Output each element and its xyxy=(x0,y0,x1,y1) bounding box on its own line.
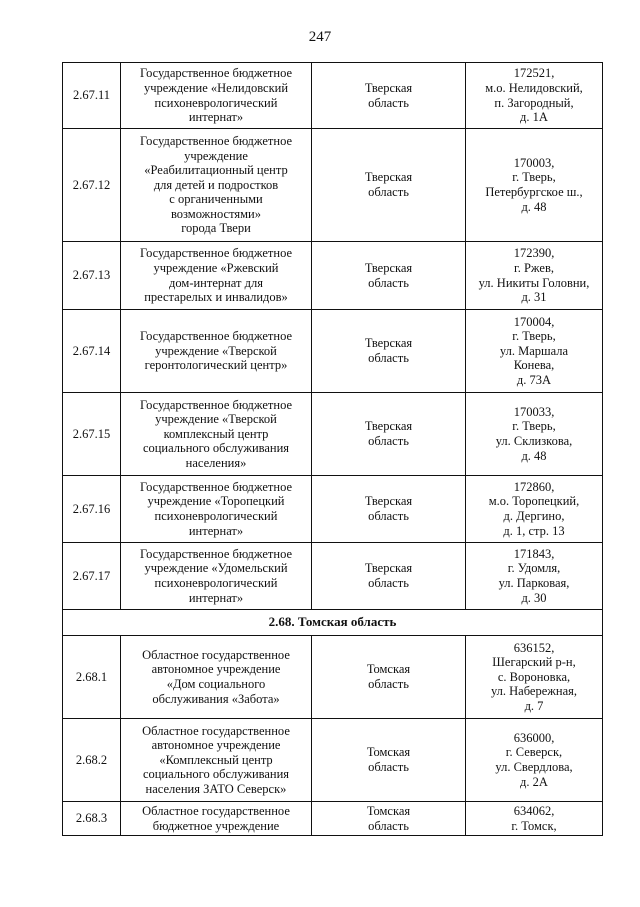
row-number: 2.67.16 xyxy=(63,476,121,543)
institution-name: Государственное бюджетное учреждение «Нелидовский психоневрологический интернат» xyxy=(121,63,312,129)
section-header-row xyxy=(63,610,603,636)
institution-name: Государственное бюджетное учреждение «Ржевский дом-интернат для престарелых и инвалидов» xyxy=(121,242,312,310)
row-number: 2.68.1 xyxy=(63,636,121,719)
table-row xyxy=(63,129,603,242)
region: Тверская область xyxy=(312,63,466,129)
institution-name: Государственное бюджетное учреждение «Реабилитационный центр для детей и подростков с органиченными возможностями» города Твери xyxy=(121,129,312,242)
region: Томская область xyxy=(312,802,466,836)
table-row xyxy=(63,719,603,802)
table-row xyxy=(63,242,603,310)
institution-name: Областное государственное автономное учреждение «Комплексный центр социального обслуживания населения ЗАТО Северск» xyxy=(121,719,312,802)
region: Тверская область xyxy=(312,393,466,476)
address: 636152, Шегарский р-н, с. Вороновка, ул. Набережная, д. 7 xyxy=(466,636,603,719)
table-row xyxy=(63,310,603,393)
institution-name: Государственное бюджетное учреждение «Тверской комплексный центр социального обслуживания населения» xyxy=(121,393,312,476)
region: Тверская область xyxy=(312,476,466,543)
address: 172390, г. Ржев, ул. Никиты Головни, д. 31 xyxy=(466,242,603,310)
row-number: 2.68.2 xyxy=(63,719,121,802)
region: Томская область xyxy=(312,719,466,802)
row-number: 2.67.17 xyxy=(63,543,121,610)
institution-name: Областное государственное бюджетное учреждение xyxy=(121,802,312,836)
institution-name: Областное государственное автономное учреждение «Дом социального обслуживания «Забота» xyxy=(121,636,312,719)
table-row xyxy=(63,393,603,476)
region: Тверская область xyxy=(312,242,466,310)
region: Томская область xyxy=(312,636,466,719)
address: 172860, м.о. Торопецкий, д. Дергино, д. 1, стр. 13 xyxy=(466,476,603,543)
row-number: 2.68.3 xyxy=(63,802,121,836)
institutions-table xyxy=(62,62,603,836)
institution-name: Государственное бюджетное учреждение «Торопецкий психоневрологический интернат» xyxy=(121,476,312,543)
row-number: 2.67.12 xyxy=(63,129,121,242)
row-number: 2.67.13 xyxy=(63,242,121,310)
row-number: 2.67.15 xyxy=(63,393,121,476)
address: 170033, г. Тверь, ул. Склизкова, д. 48 xyxy=(466,393,603,476)
address: 172521, м.о. Нелидовский, п. Загородный, д. 1А xyxy=(466,63,603,129)
section-title: 2.68. Томская область xyxy=(63,610,603,636)
table-row xyxy=(63,63,603,129)
address: 170003, г. Тверь, Петербургское ш., д. 48 xyxy=(466,129,603,242)
address: 171843, г. Удомля, ул. Парковая, д. 30 xyxy=(466,543,603,610)
row-number: 2.67.14 xyxy=(63,310,121,393)
table-row xyxy=(63,802,603,836)
region: Тверская область xyxy=(312,310,466,393)
address: 636000, г. Северск, ул. Свердлова, д. 2А xyxy=(466,719,603,802)
table-row xyxy=(63,476,603,543)
address: 170004, г. Тверь, ул. Маршала Конева, д. 73А xyxy=(466,310,603,393)
institution-name: Государственное бюджетное учреждение «Тверской геронтологический центр» xyxy=(121,310,312,393)
table-row xyxy=(63,543,603,610)
region: Тверская область xyxy=(312,543,466,610)
table-row xyxy=(63,636,603,719)
region: Тверская область xyxy=(312,129,466,242)
page-number: 247 xyxy=(308,29,332,45)
row-number: 2.67.11 xyxy=(63,63,121,129)
institution-name: Государственное бюджетное учреждение «Удомельский психоневрологический интернат» xyxy=(121,543,312,610)
address: 634062, г. Томск, xyxy=(466,802,603,836)
